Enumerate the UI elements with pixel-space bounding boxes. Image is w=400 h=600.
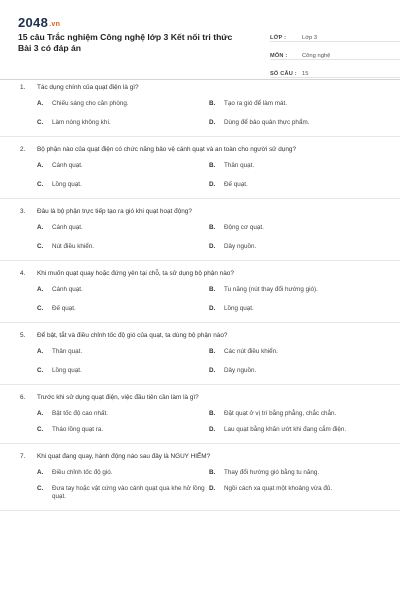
answer-option[interactable] <box>209 410 381 418</box>
option-text: Thân quạt. <box>52 348 83 355</box>
meta-value: Công nghệ <box>302 53 331 59</box>
question-text: Tác dụng chính của quạt điện là gì? <box>37 84 139 91</box>
header-divider <box>0 79 400 80</box>
option-letter: A. <box>37 469 44 476</box>
answer-option[interactable] <box>209 367 381 375</box>
option-text: Tạo ra gió để làm mát. <box>224 100 287 107</box>
meta-label: LỚP : <box>270 35 287 41</box>
answer-option[interactable] <box>37 224 209 232</box>
question-5 <box>18 332 382 375</box>
answer-option[interactable] <box>209 224 381 232</box>
question-2 <box>18 146 382 189</box>
meta-label: MÔN : <box>270 53 288 59</box>
meta-row-count <box>270 62 400 78</box>
answer-option[interactable] <box>37 469 209 477</box>
question-divider <box>0 384 400 385</box>
option-text: Ngồi cách xa quạt một khoảng vừa đủ. <box>224 485 333 492</box>
meta-row-subject <box>270 44 400 60</box>
question-divider <box>0 443 400 444</box>
option-letter: D. <box>209 243 216 250</box>
answer-options <box>37 224 382 251</box>
option-letter: D. <box>209 367 216 374</box>
option-text: Các nút điều khiển. <box>224 348 278 355</box>
answer-option[interactable] <box>37 181 209 189</box>
question-text: Để bật, tắt và điều chỉnh tốc độ gió của quạt, ta dùng bộ phận nào? <box>37 332 228 339</box>
option-letter: D. <box>209 181 216 188</box>
answer-option[interactable] <box>37 410 209 418</box>
option-letter: D. <box>209 426 216 433</box>
answer-option[interactable] <box>37 286 209 294</box>
answer-options <box>37 286 382 313</box>
question-number: 2. <box>20 146 26 153</box>
quiz-meta <box>270 26 400 80</box>
option-letter: A. <box>37 224 44 231</box>
answer-options <box>37 100 382 127</box>
option-letter: A. <box>37 348 44 355</box>
option-letter: B. <box>209 286 216 293</box>
option-letter: D. <box>209 119 216 126</box>
option-letter: D. <box>209 485 216 492</box>
option-letter: B. <box>209 224 216 231</box>
question-text: Trước khi sử dụng quạt điện, việc đầu tiên cần làm là gì? <box>37 394 199 401</box>
question-stem <box>18 453 382 463</box>
option-letter: C. <box>37 181 44 188</box>
question-list <box>18 84 382 511</box>
question-divider <box>0 198 400 199</box>
option-letter: D. <box>209 305 216 312</box>
question-text: Khi muốn quạt quay hoặc đứng yên tại chỗ, ta sử dụng bộ phận nào? <box>37 270 234 277</box>
option-text: Cánh quạt. <box>52 286 83 293</box>
option-letter: B. <box>209 469 216 476</box>
answer-options <box>37 410 382 434</box>
answer-option[interactable] <box>209 181 381 189</box>
option-text: Điều chỉnh tốc độ gió. <box>52 469 113 476</box>
page-title: 15 câu Trắc nghiệm Công nghệ lớp 3 Kết nối tri thức Bài 3 có đáp án <box>18 32 233 53</box>
question-divider <box>0 136 400 137</box>
question-divider <box>0 260 400 261</box>
option-text: Đặt quạt ở vị trí bằng phẳng, chắc chắn. <box>224 410 337 417</box>
answer-options <box>37 348 382 375</box>
question-number: 4. <box>20 270 26 277</box>
answer-option[interactable] <box>209 426 381 434</box>
question-3 <box>18 208 382 251</box>
option-letter: B. <box>209 410 216 417</box>
option-text: Chiếu sáng cho căn phòng. <box>52 100 129 107</box>
question-divider <box>0 510 400 511</box>
option-letter: A. <box>37 286 44 293</box>
option-letter: C. <box>37 426 44 433</box>
meta-row-class <box>270 26 400 42</box>
question-stem <box>18 146 382 156</box>
option-letter: C. <box>37 305 44 312</box>
question-text: Bộ phận nào của quạt điện có chức năng bảo vệ cánh quạt và an toàn cho người sử dụng? <box>37 146 296 153</box>
answer-option[interactable] <box>209 119 381 127</box>
option-text: Tháo lồng quạt ra. <box>52 426 104 433</box>
question-number: 7. <box>20 453 26 460</box>
option-letter: A. <box>37 100 44 107</box>
page-header <box>18 12 382 77</box>
answer-option[interactable] <box>37 426 209 434</box>
option-text: Nút điều khiển. <box>52 243 95 250</box>
question-stem <box>18 332 382 342</box>
meta-value: 15 <box>302 71 309 77</box>
option-letter: C. <box>37 367 44 374</box>
answer-option[interactable] <box>209 305 381 313</box>
option-letter: C. <box>37 119 44 126</box>
option-letter: B. <box>209 348 216 355</box>
option-text: Lồng quạt. <box>52 181 82 188</box>
option-letter: A. <box>37 162 44 169</box>
answer-option[interactable] <box>209 100 381 108</box>
option-text: Dùng để bảo quản thực phẩm. <box>224 119 310 126</box>
logo-text: 2048 <box>18 15 49 30</box>
question-stem <box>18 208 382 218</box>
answer-option[interactable] <box>209 243 381 251</box>
option-text: Dây nguồn. <box>224 367 257 374</box>
answer-option[interactable] <box>209 485 381 501</box>
question-4 <box>18 270 382 313</box>
question-number: 3. <box>20 208 26 215</box>
option-text: Lồng quạt. <box>224 305 254 312</box>
question-number: 1. <box>20 84 26 91</box>
answer-option[interactable] <box>37 162 209 170</box>
option-text: Thay đổi hướng gió bằng tu năng. <box>224 469 320 476</box>
question-number: 6. <box>20 394 26 401</box>
question-stem <box>18 270 382 280</box>
option-letter: C. <box>37 485 44 492</box>
option-text: Đưa tay hoặc vật cứng vào cánh quạt qua khe hở lồng quạt. <box>52 485 205 500</box>
question-text: Khi quạt đang quay, hành động nào sau đây là NGUY HIỂM? <box>37 453 211 460</box>
option-letter: B. <box>209 162 216 169</box>
answer-options <box>37 162 382 189</box>
question-divider <box>0 322 400 323</box>
meta-value: Lớp 3 <box>302 35 318 41</box>
option-text: Dây nguồn. <box>224 243 257 250</box>
answer-options <box>37 469 382 501</box>
answer-option[interactable] <box>37 100 209 108</box>
question-stem <box>18 84 382 94</box>
answer-option[interactable] <box>37 119 209 127</box>
option-text: Cánh quạt. <box>52 224 83 231</box>
answer-option[interactable] <box>209 348 381 356</box>
answer-option[interactable] <box>37 243 209 251</box>
answer-option[interactable] <box>209 162 381 170</box>
option-letter: C. <box>37 243 44 250</box>
site-logo[interactable] <box>18 15 60 30</box>
question-1 <box>18 84 382 127</box>
logo-suffix: .vn <box>49 21 61 28</box>
option-text: Cánh quạt. <box>52 162 83 169</box>
option-text: Đế quạt. <box>52 305 76 312</box>
answer-option[interactable] <box>209 286 381 294</box>
option-text: Làm nóng không khí. <box>52 119 111 126</box>
answer-option[interactable] <box>37 485 209 501</box>
question-6 <box>18 394 382 434</box>
option-text: Tu năng (nút thay đổi hướng gió). <box>224 286 318 293</box>
answer-option[interactable] <box>37 305 209 313</box>
question-7 <box>18 453 382 501</box>
option-text: Lau quạt bằng khăn ướt khi đang cắm điện. <box>224 426 347 433</box>
option-text: Lồng quạt. <box>52 367 82 374</box>
question-text: Đâu là bộ phận trực tiếp tạo ra gió khi quạt hoạt động? <box>37 208 192 215</box>
option-text: Đế quạt. <box>224 181 248 188</box>
answer-option[interactable] <box>209 469 381 477</box>
option-text: Động cơ quạt. <box>224 224 264 231</box>
option-text: Bật tốc độ cao nhất. <box>52 410 109 417</box>
answer-option[interactable] <box>37 348 209 356</box>
option-text: Thân quạt. <box>224 162 255 169</box>
question-stem <box>18 394 382 404</box>
option-letter: B. <box>209 100 216 107</box>
option-letter: A. <box>37 410 44 417</box>
question-number: 5. <box>20 332 26 339</box>
answer-option[interactable] <box>37 367 209 375</box>
meta-label: SỐ CÂU : <box>270 71 297 77</box>
